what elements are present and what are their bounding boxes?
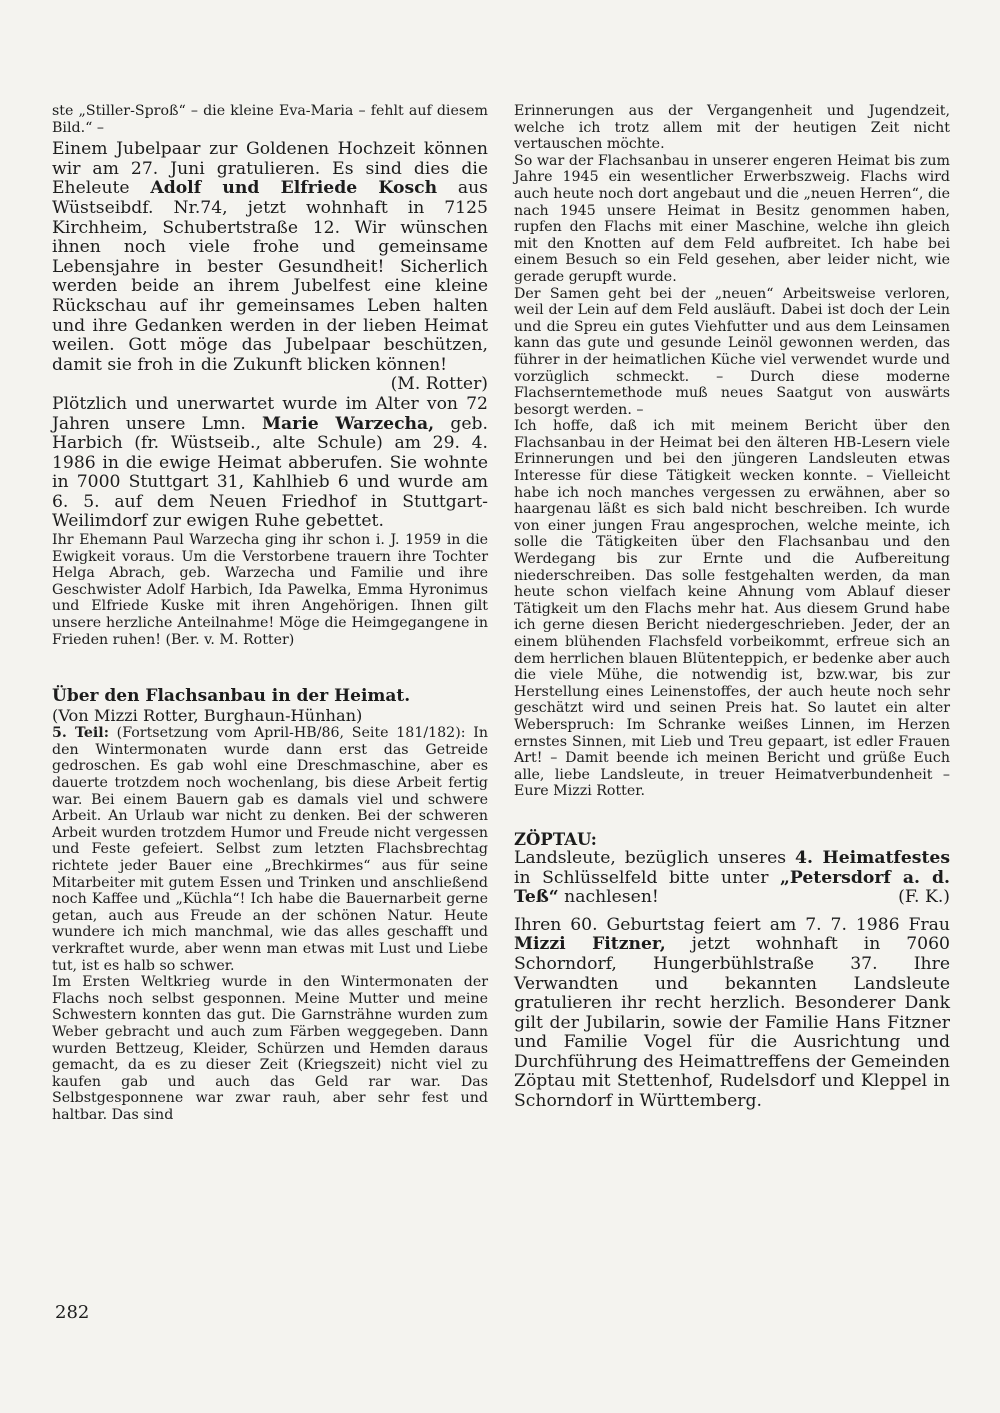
right-column — [514, 103, 950, 1112]
article-paragraph-4: So war der Flachsanbau in unserer engeren Heimat bis zum Jahre 1945 ein wesentlicher Erwerbszweig. Flachs wird auch heute noch dort angebaut und die „neuen Herren“, die nach 1945 unsere Heimat in Besitz genommen haben, rupfen den Flachs mit einer Maschine, welche ihn gleich mit den Knotten auf dem Feld aufbreitet. Ich habe bei einem Besuch so ein Feld gesehen, aber leider nicht, wie gerade gerupft wurde. — [514, 152, 950, 285]
article-part-label: 5. Teil: — [52, 725, 109, 742]
article-p1-text: (Fortsetzung vom April-HB/86, Seite 181/182): In den Wintermonaten wurde dann erst das Getreide gedroschen. Es gab wohl eine Dreschmaschine, aber es dauerte trotzdem noch wochenlang, bis diese Arbeit fertig war. Bei einem Bauern gab es damals viel und schwere Arbeit. An Urlaub war nicht zu denken. Bei der schweren Arbeit wurden trotzdem Humor und Freude nicht vergessen und Feste gefeiert. Selbst zum letzten Flachsbrechtag richtete jeder Bauer eine „Brechkirmes“ aus für seine Mitarbeiter mit gutem Essen und Trinken und anschließend noch Kaffee und „Küchla“! Ich habe die Bauernarbeit gerne getan, auch aus Freude an der schönen Natur. Heute wundere ich mich manchmal, wie das alles geschafft und verkraftet wurde, aber wenn man etwas mit Lust und Liebe tut, ist es halb so schwer. — [52, 725, 488, 974]
zoeptau-notice — [514, 849, 950, 908]
left-column — [52, 103, 488, 1123]
zoeptau-signature: (F. K.) — [898, 887, 950, 908]
jubilee-text-2: aus Wüstseibdf. Nr.74, jetzt wohnhaft in 7125 Kirchheim, Schubertstraße 12. Wir wünschen ihnen noch viele frohe und gemeinsame Lebensjahre in bester Gesundheit! Sicherlich werden beide an ihrem Jubelfest eine kleine Rückschau auf ihr gemeinsames Leben halten und ihre Gedanken werden in der lieben Heimat weilen. Gott möge das Jubelpaar beschützen, damit sie froh in die Zukunft blicken können! — [52, 178, 488, 375]
zoeptau-t1: Landsleute, bezüglich unseres — [514, 847, 796, 868]
obituary-text-1: Plötzlich und unerwartet wurde im Alter von 72 Jahren unsere Lmn. — [52, 393, 488, 434]
zoeptau-t3: nachlesen! — [558, 887, 659, 908]
obituary-paragraph — [52, 395, 488, 532]
intro-text: ste „Stiller-Sproß“ – die kleine Eva-Maria – fehlt auf diesem Bild.“ – — [52, 103, 488, 136]
jubilee-names: Adolf und Elfriede Kosch — [150, 178, 438, 199]
birthday-t1: Ihren 60. Geburtstag feiert am 7. 7. 1986 Frau — [514, 914, 950, 935]
obituary-detail: Ihr Ehemann Paul Warzecha ging ihr schon i. J. 1959 in die Ewigkeit voraus. Um die Verstorbene trauern ihre Tochter Helga Abrach, geb. Warzecha und Familie und ihre Geschwister Adolf Harbich, Ida Pawelka, Emma Hyronimus und Elfriede Kuske mit ihren Angehörigen. Ihnen gilt unsere herzliche Anteilnahme! Möge die Heimgegangene in Frieden ruhen! (Ber. v. M. Rotter) — [52, 532, 488, 648]
zoeptau-heading: ZÖPTAU: — [514, 829, 597, 849]
jubilee-paragraph — [52, 139, 488, 395]
article-paragraph-6: Ich hoffe, daß ich mit meinem Bericht über den Flachsanbau in der Heimat bei den älteren HB-Lesern viele Erinnerungen und bei den jüngeren Landsleuten etwas Interesse für diese Tätigkeit wecken konnte. – Vielleicht habe ich noch manches vergessen zu erwähnen, aber so haargenau läßt es sich bald nicht beschreiben. Ich wurde von einer jungen Frau angesprochen, welche meinte, ich solle die Tätigkeiten über den Flachsanbau und den Werdegang bis zur Ernte und die Aufbereitung niederschreiben. Das solle festgehalten werden, da man heute schon vielfach keine Ahnung vom Ablauf dieser Tätigkeit um den Flachs mehr hat. Aus diesem Grund habe ich gerne diesen Bericht niedergeschrieben. Jeder, der an einem blühenden Flachsfeld vorbeikommt, erfreue sich an dem herrlichen blauen Blütenteppich, er bedenke aber auch die viele Mühe, die notwendig ist, bzw.war, bis zur Herstellung eines Leinenstoffes, der auch heute noch sehr geschätzt wird und seinen Preis hat. So lautet ein alter Weberspruch: Im Schranke weißes Linnen, im Herzen ernstes Sinnen, mit Lieb und Treu gepaart, ist edler Frauen Art! – Damit beende ich meinen Bericht und grüße Euch alle, liebe Landsleute, in treuer Heimatverbundenheit – Eure Mizzi Rotter. — [514, 418, 950, 800]
obituary-text-2: geb. Harbich (fr. Wüstseib., alte Schule) am 29. 4. 1986 in die ewige Heimat abberufen. Sie wohnte in 7000 Stuttgart 31, Kahlhieb 6 und wurde am 6. 5. auf dem Neuen Friedhof in Stuttgart-Weilimdorf zur ewigen Ruhe gebettet. — [52, 413, 488, 532]
birthday-paragraph — [514, 916, 950, 1112]
zoeptau-t2: in Schlüsselfeld bitte unter — [514, 867, 780, 888]
birthday-t2: jetzt wohnhaft in 7060 Schorndorf, Hungerbühlstraße 37. Ihre Verwandten und bekannten Landsleute gratulieren ihr recht herzlich. Besonderer Dank gilt der Jubilarin, sowie der Familie Hans Fitzner und Familie Vogel für die Ausrichtung und Durchführung des Heimattreffens der Gemeinden Zöptau mit Stettenhof, Rudelsdorf und Kleppel in Schorndorf in Württemberg. — [514, 934, 950, 1112]
obituary-name: Marie Warzecha, — [261, 413, 435, 434]
article-paragraph-2: Im Ersten Weltkrieg wurde in den Wintermonaten der Flachs noch selbst gesponnen. Meine Mutter und meine Schwestern konnten das gut. Die Garnsträhne wurden zum Weber gebracht und auch zum Färben weggegeben. Dann wurden Bettzeug, Kleider, Schürzen und Hemden daraus gemacht, da es zu dieser Zeit (Kriegszeit) nicht viel zu kaufen gab und auch das Geld rar war. Das Selbstgesponnene war zwar rauh, aber sehr fest und haltbar. Das sind — [52, 974, 488, 1123]
page-number: 282 — [55, 1302, 90, 1323]
jubilee-text-1: Einem Jubelpaar zur Goldenen Hochzeit können wir am 27. Juni gratulieren. Es sind dies die Eheleute — [52, 139, 488, 199]
zoeptau-b2: „Petersdorf a. d. Teß“ — [514, 867, 950, 908]
article-byline: (Von Mizzi Rotter, Burghaun-Hünhan) — [52, 706, 363, 726]
zoeptau-b1: 4. Heimatfestes — [795, 847, 950, 868]
article-paragraph-3: Erinnerungen aus der Vergangenheit und Jugendzeit, welche ich trotz allem mit der heutigen Zeit nicht vertauschen möchte. — [514, 103, 950, 153]
jubilee-signature: (M. Rotter) — [390, 374, 488, 395]
article-title: Über den Flachsanbau in der Heimat. — [52, 686, 411, 707]
article-paragraph-1 — [52, 725, 488, 974]
article-paragraph-5: Der Samen geht bei der „neuen“ Arbeitsweise verloren, weil der Lein auf dem Feld ausläuft. Dabei ist doch der Lein und die Spreu ein gutes Viehfutter und aus dem Leinsamen kann das gute und gesunde Leinöl gewonnen werden, das führer in der heimatlichen Küche viel verwendet wurde und vorzüglich schmeckt. – Durch diese moderne Flachserntemethode muß neues Saatgut von auswärts besorgt werden. – — [514, 285, 950, 418]
birthday-name: Mizzi Fitzner, — [514, 934, 666, 955]
